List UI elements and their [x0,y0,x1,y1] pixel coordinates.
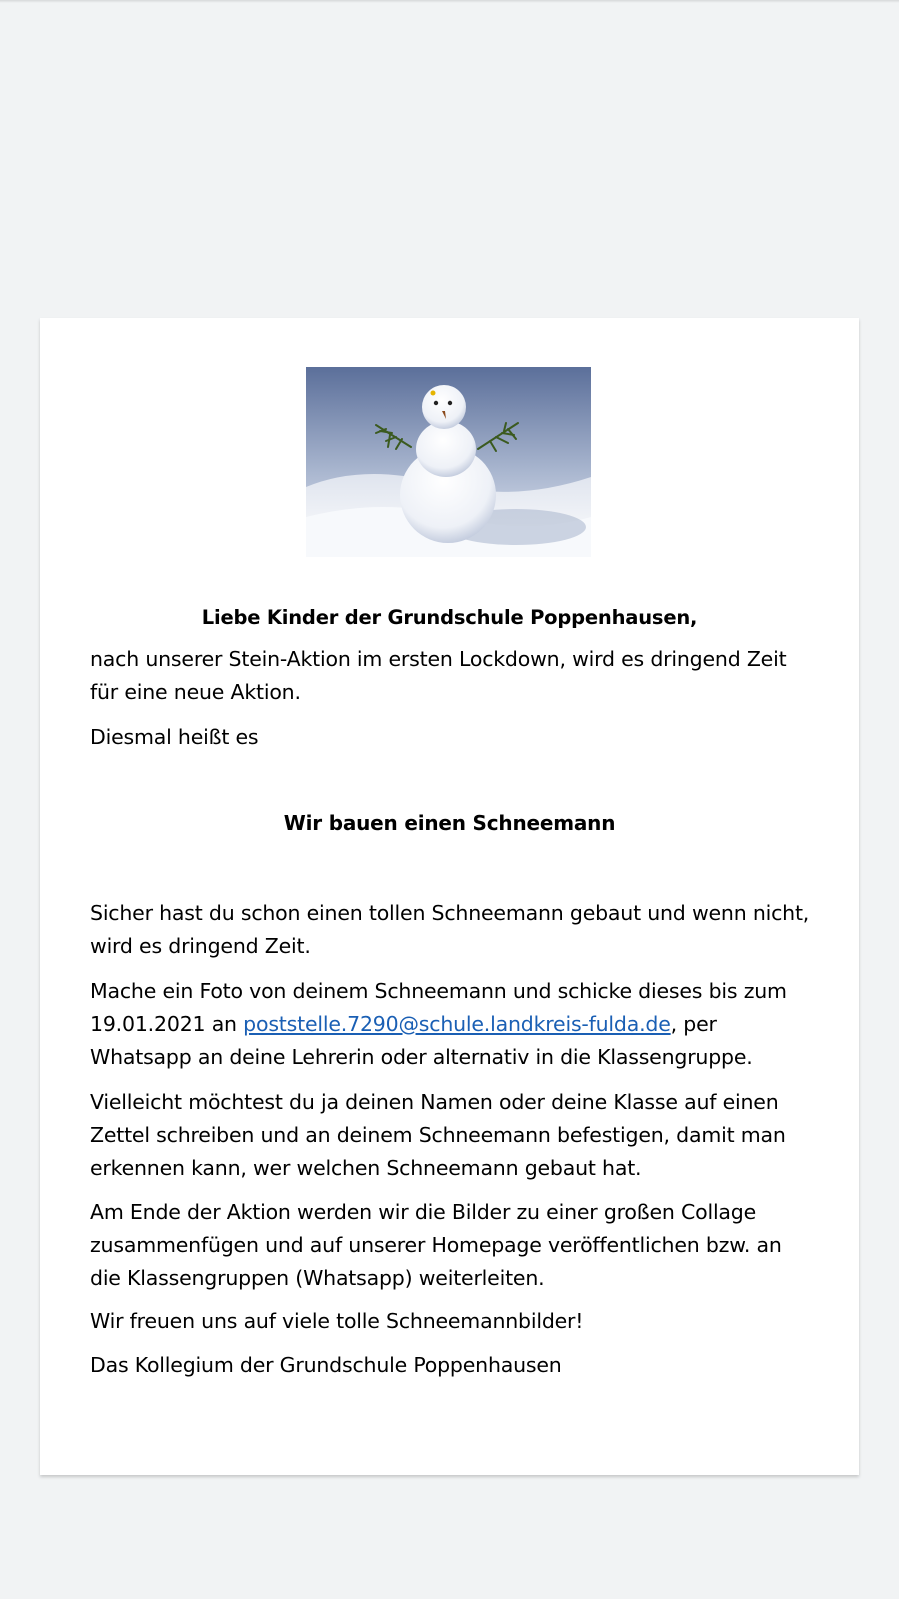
paragraph-2 [90,975,810,1074]
paragraph-1: Sicher hast du schon einen tollen Schneemann gebaut und wenn nicht, wird es dringend Zeit. [90,901,810,958]
paragraph-2-start: Mache ein Foto von deinem Schneemann und schicke dieses bis zum 19.01.2021 an [90,979,787,1036]
snowman-photo [306,367,591,557]
paragraph-2-end: , per Whatsapp an deine Lehrerin oder alternativ in die Klassengruppe. [90,1012,753,1069]
document-page [40,318,859,1475]
intro-paragraph: nach unserer Stein-Aktion im ersten Lockdown, wird es dringend Zeit für eine neue Aktion. [90,647,787,704]
signature: Das Kollegium der Grundschule Poppenhausen [90,1353,562,1377]
lead-paragraph: Diesmal heißt es [90,725,259,749]
greeting: Liebe Kinder der Grundschule Poppenhausen, [201,606,698,629]
paragraph-3: Vielleicht möchtest du ja deinen Namen oder deine Klasse auf einen Zettel schreiben und an deinem Schneemann befestigen, damit man erkennen kann, wer welchen Schneemann gebaut hat. [90,1090,786,1180]
paragraph-5: Wir freuen uns auf viele tolle Schneemannbilder! [90,1309,584,1333]
paragraph-4: Am Ende der Aktion werden wir die Bilder zu einer großen Collage zusammenfügen und auf unserer Homepage veröffentlichen bzw. an die Klassengruppen (Whatsapp) weiterleiten. [90,1200,782,1290]
action-heading: Wir bauen einen Schneemann [283,811,616,835]
email-link[interactable]: poststelle.7290@schule.landkreis-fulda.de [243,1012,671,1036]
top-shadow [0,0,899,3]
